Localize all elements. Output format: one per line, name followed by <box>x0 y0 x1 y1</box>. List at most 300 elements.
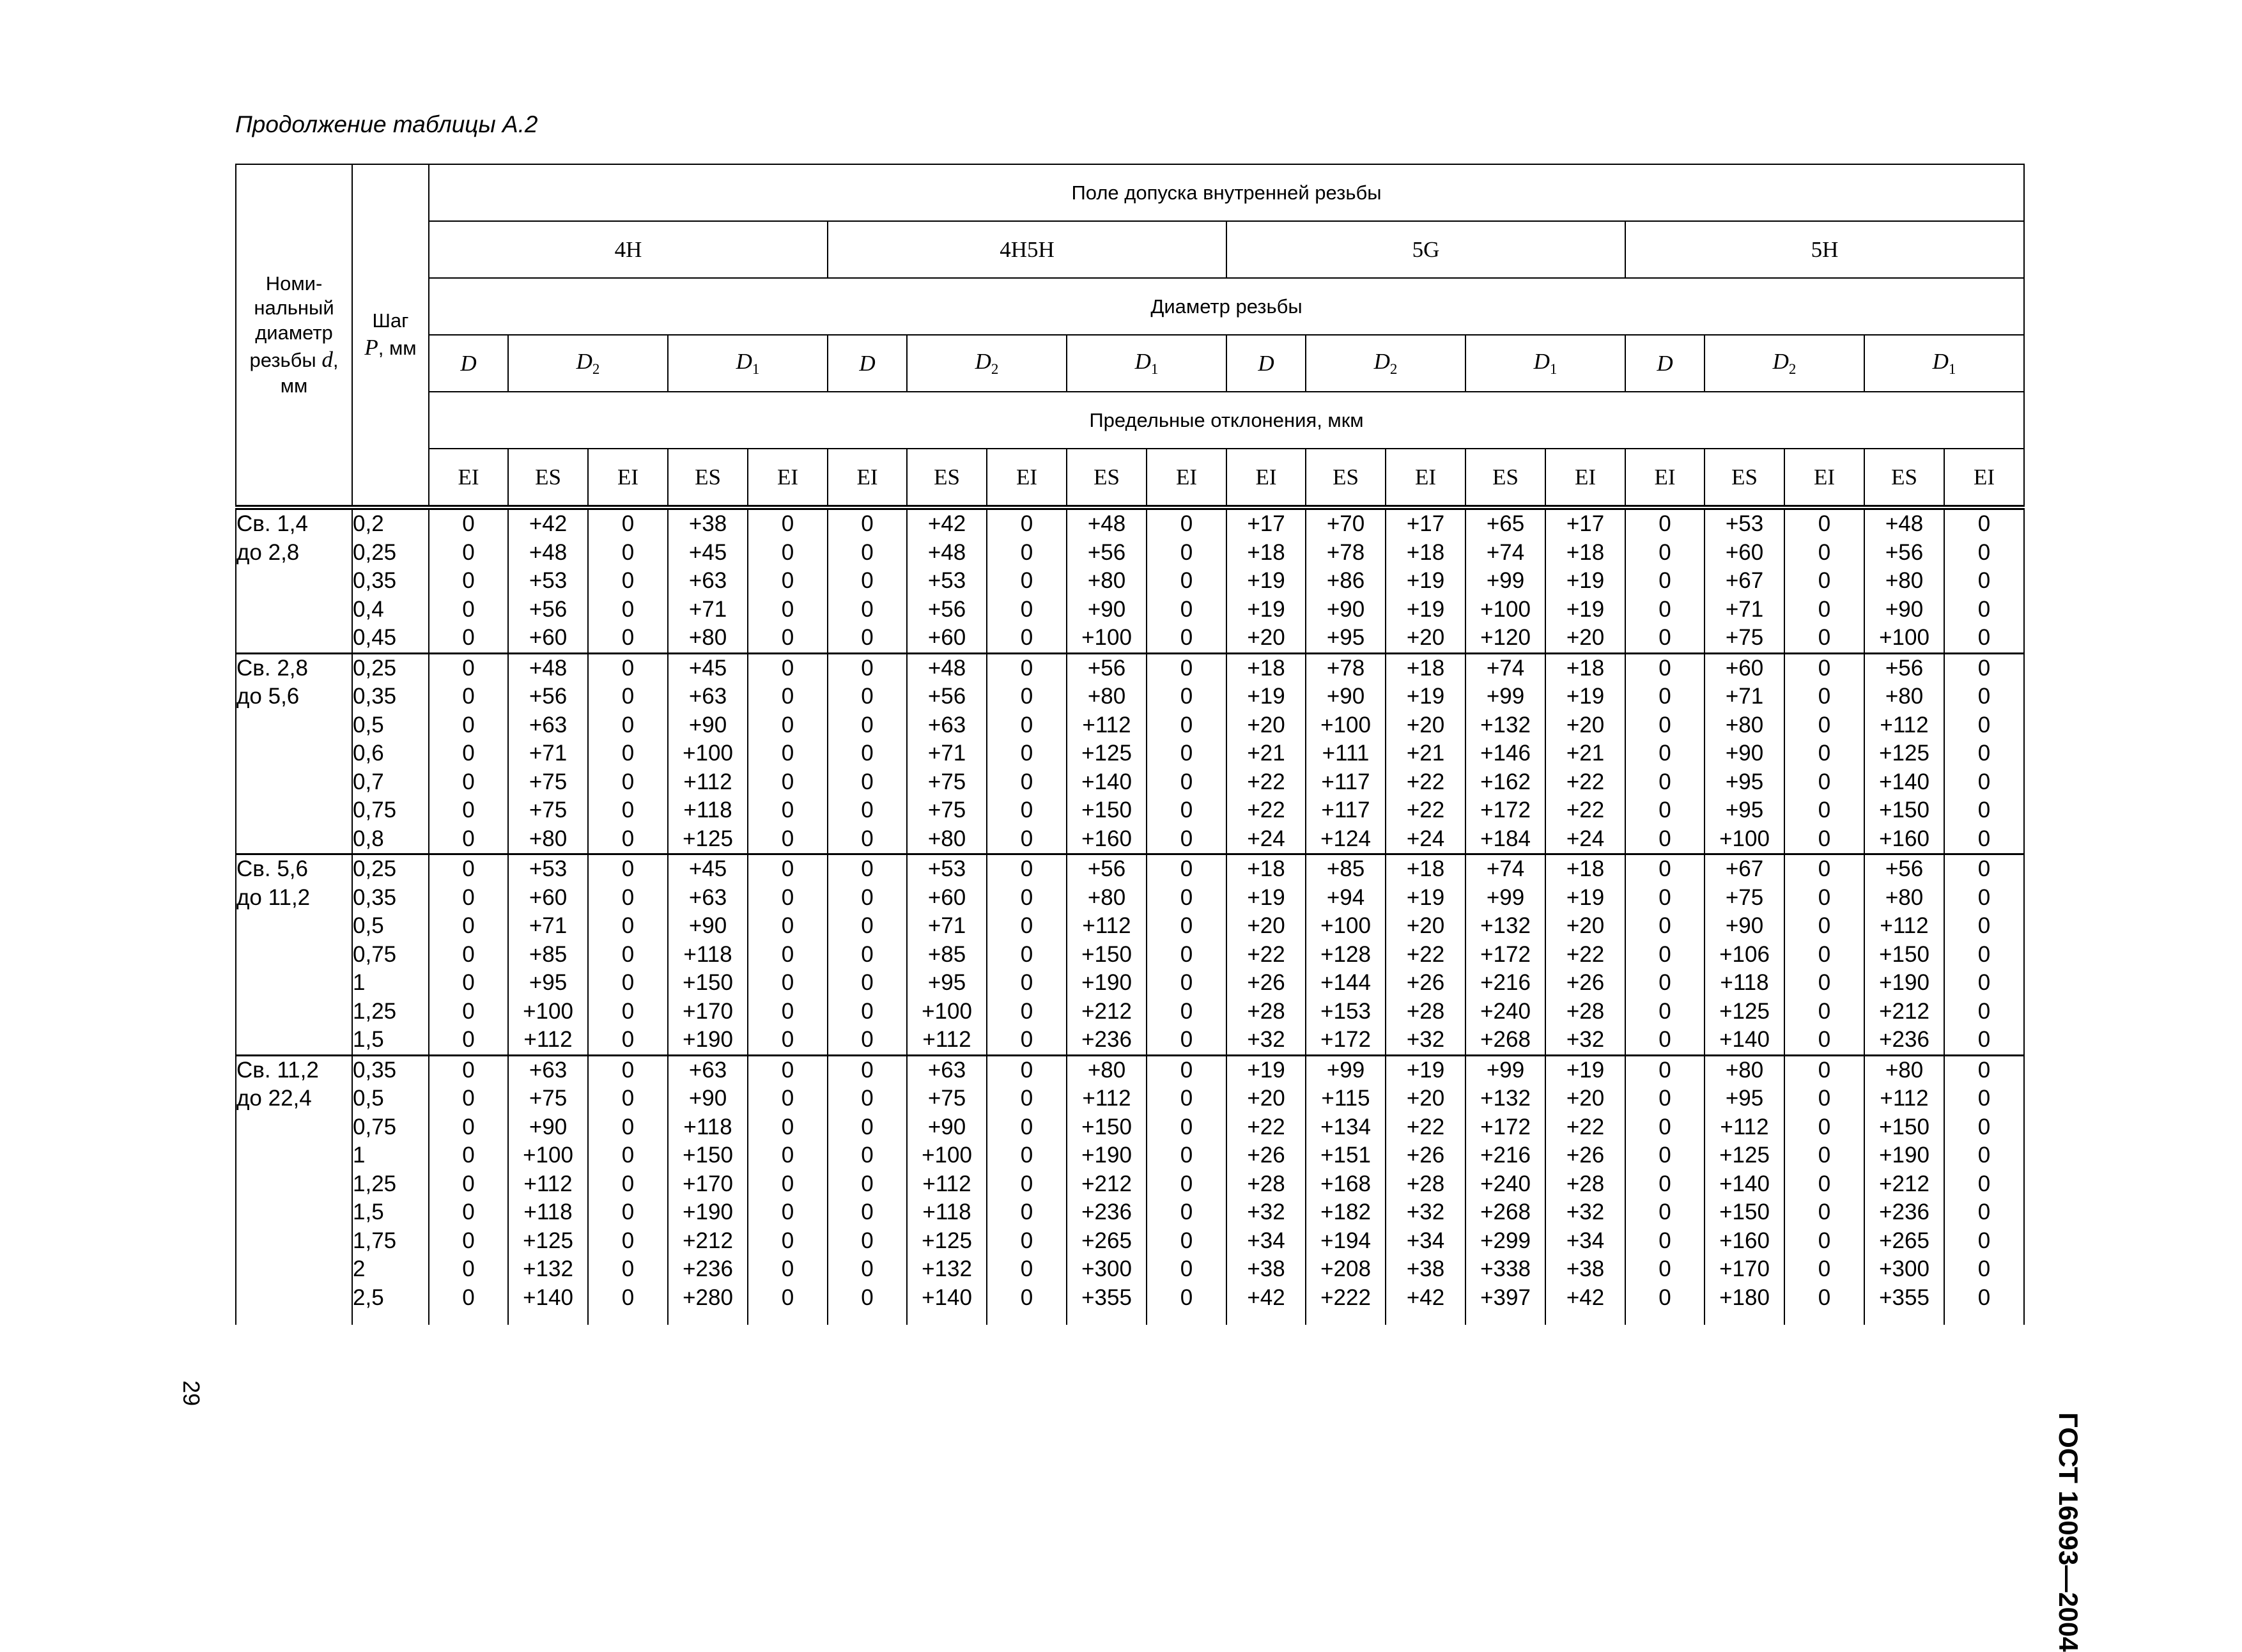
deviation-column <box>1864 653 1944 854</box>
deviation-value: +65 <box>1486 511 1525 536</box>
deviation-value: +20 <box>1247 712 1285 737</box>
deviation-column <box>1625 653 1705 854</box>
deviation-value: 0 <box>781 712 794 737</box>
deviation-value: 0 <box>1818 913 1831 938</box>
deviation-value: 0 <box>781 970 794 995</box>
pitch-value: 0,35 <box>353 568 397 593</box>
pitch-value: 0,75 <box>353 941 397 967</box>
deviation-value: +190 <box>683 1027 733 1052</box>
deviation-value: 0 <box>462 511 475 536</box>
nominal-tail: , <box>332 348 339 371</box>
deviation-value: +100 <box>1879 625 1929 650</box>
pitch-value: 0,25 <box>353 856 397 881</box>
deviation-value: +212 <box>683 1228 733 1253</box>
deviation-label: ES <box>1705 449 1784 507</box>
deviation-label: ES <box>508 449 588 507</box>
deviation-value: 0 <box>1180 913 1193 938</box>
deviation-value: 0 <box>1818 1228 1831 1253</box>
deviation-value: 0 <box>621 884 635 910</box>
deviation-value: +56 <box>927 684 966 709</box>
deviation-value: +112 <box>1880 712 1929 737</box>
deviation-value: +140 <box>1081 769 1132 794</box>
deviation-label: ES <box>1864 449 1944 507</box>
deviation-value: +128 <box>1320 941 1371 967</box>
deviation-value: 0 <box>1977 539 1991 565</box>
deviation-value: +17 <box>1566 511 1605 536</box>
deviation-value: +212 <box>1081 1171 1132 1196</box>
diameter-letter: D <box>1657 350 1673 376</box>
deviation-value: +80 <box>1087 884 1126 910</box>
deviation-value: +53 <box>927 856 966 881</box>
deviation-value: 0 <box>621 625 635 650</box>
deviation-column <box>1545 653 1625 854</box>
deviation-value: 0 <box>781 998 794 1024</box>
deviation-value: +100 <box>1719 826 1770 851</box>
deviation-value: +299 <box>1480 1228 1531 1253</box>
deviation-value: 0 <box>1658 1228 1671 1253</box>
deviation-value: +140 <box>1879 769 1929 794</box>
deviation-value: +17 <box>1406 511 1445 536</box>
standard-code: ГОСТ 16093—2004 <box>2053 1412 2084 1652</box>
deviation-value: +60 <box>529 625 568 650</box>
deviations-title: Предельные отклонения, мкм <box>429 392 2024 449</box>
deviation-value: 0 <box>781 625 794 650</box>
deviation-value: +26 <box>1406 970 1445 995</box>
diameter-letter: D <box>1258 350 1274 376</box>
deviation-column <box>1625 507 1705 653</box>
deviation-value: +100 <box>1320 712 1371 737</box>
deviation-column <box>1067 1055 1147 1325</box>
tolerance-field-4h5h: 4H5H <box>828 221 1226 278</box>
deviation-column <box>1386 1055 1465 1325</box>
pitch-value: 0,2 <box>353 511 384 536</box>
deviation-value: +182 <box>1320 1200 1371 1224</box>
deviation-value: +190 <box>1081 970 1132 995</box>
deviation-value: 0 <box>861 1285 874 1310</box>
pitch-value: 0,4 <box>353 596 384 622</box>
deviation-value: +21 <box>1406 741 1445 766</box>
deviation-value: 0 <box>1977 1114 1991 1139</box>
deviation-value: 0 <box>621 998 635 1024</box>
deviation-value: 0 <box>462 1228 475 1253</box>
deviation-value: 0 <box>1658 1057 1671 1083</box>
deviation-value: 0 <box>462 884 475 910</box>
diameter-title: Диаметр резьбы <box>429 278 2024 335</box>
deviation-label: EI <box>987 449 1067 507</box>
deviation-value: +150 <box>1879 798 1929 822</box>
deviation-value: 0 <box>1977 625 1991 650</box>
deviation-value: 0 <box>1818 596 1831 622</box>
deviation-value: +100 <box>523 998 573 1024</box>
deviation-value: 0 <box>1658 568 1671 593</box>
deviation-value: 0 <box>1977 741 1991 766</box>
deviation-column <box>508 507 588 653</box>
diameter-letter: D <box>1932 349 1949 374</box>
deviation-value: 0 <box>1818 798 1831 822</box>
deviation-value: 0 <box>781 655 794 681</box>
deviation-value: 0 <box>1020 1143 1033 1168</box>
deviation-column <box>1784 653 1864 854</box>
deviation-value: +53 <box>529 856 568 881</box>
deviation-value: +150 <box>1719 1200 1770 1224</box>
deviation-value: 0 <box>861 856 874 881</box>
deviation-value: +48 <box>927 655 966 681</box>
deviation-value: +74 <box>1486 856 1525 881</box>
deviation-value: +56 <box>529 684 568 709</box>
deviation-value: +22 <box>1566 798 1605 822</box>
deviation-value: 0 <box>1020 826 1033 851</box>
deviation-value: +20 <box>1247 1086 1285 1111</box>
deviation-value: 0 <box>1818 741 1831 766</box>
deviation-value: +20 <box>1566 625 1605 650</box>
deviation-value: 0 <box>861 1143 874 1168</box>
deviation-value: 0 <box>462 769 475 794</box>
deviation-value: 0 <box>1818 856 1831 881</box>
deviation-value: +236 <box>1081 1027 1132 1052</box>
deviation-value: 0 <box>462 826 475 851</box>
deviation-column <box>588 1055 668 1325</box>
deviation-column <box>1944 854 2024 1056</box>
deviation-value: +28 <box>1247 1171 1285 1196</box>
deviation-value: 0 <box>1020 712 1033 737</box>
deviation-value: +90 <box>1326 596 1365 622</box>
deviation-column <box>1784 854 1864 1056</box>
deviation-value: +118 <box>922 1200 971 1224</box>
deviation-value: 0 <box>1020 1171 1033 1196</box>
deviation-value: 0 <box>1020 913 1033 938</box>
deviation-value: +95 <box>1725 1086 1764 1111</box>
deviation-value: 0 <box>781 596 794 622</box>
deviation-value: +71 <box>688 596 727 622</box>
deviation-column <box>1226 507 1306 653</box>
diameter-d1 <box>1465 335 1625 392</box>
deviation-value: 0 <box>1658 913 1671 938</box>
diameter-letter: D <box>975 349 991 374</box>
deviation-label: EI <box>429 449 508 507</box>
deviation-value: 0 <box>1020 568 1033 593</box>
deviation-value: +21 <box>1566 741 1605 766</box>
deviation-value: +90 <box>1885 596 1924 622</box>
deviation-value: +71 <box>1725 684 1764 709</box>
deviation-value: 0 <box>1818 1027 1831 1052</box>
deviation-column <box>1784 507 1864 653</box>
deviation-value: 0 <box>861 1228 874 1253</box>
diameter-d <box>1226 335 1306 392</box>
deviation-value: 0 <box>1977 1086 1991 1111</box>
deviation-value: +90 <box>529 1114 568 1139</box>
deviation-value: +112 <box>922 1027 971 1052</box>
deviation-value: 0 <box>462 913 475 938</box>
deviation-label: EI <box>1784 449 1864 507</box>
deviation-value: +60 <box>1725 655 1764 681</box>
deviation-value: 0 <box>1658 769 1671 794</box>
deviation-value: +19 <box>1406 684 1445 709</box>
deviation-value: 0 <box>1658 970 1671 995</box>
deviation-column <box>1705 854 1784 1056</box>
deviation-value: +26 <box>1247 1143 1285 1168</box>
deviation-value: +18 <box>1247 539 1285 565</box>
deviation-value: 0 <box>1977 856 1991 881</box>
deviation-column <box>429 1055 508 1325</box>
deviation-column <box>1545 1055 1625 1325</box>
table-row <box>236 653 2024 854</box>
deviation-value: 0 <box>1658 625 1671 650</box>
deviation-value: +236 <box>1081 1200 1132 1224</box>
deviation-value: 0 <box>1977 1256 1991 1281</box>
deviation-column <box>588 653 668 854</box>
deviation-value: +90 <box>1725 741 1764 766</box>
deviation-value: 0 <box>1180 941 1193 967</box>
deviation-value: +28 <box>1247 998 1285 1024</box>
deviation-label: EI <box>1625 449 1705 507</box>
deviation-column <box>828 1055 907 1325</box>
deviation-value: 0 <box>1180 798 1193 822</box>
diameter-subscript: 1 <box>1150 361 1159 377</box>
pitch-value: 0,6 <box>353 741 384 766</box>
deviation-value: 0 <box>861 1057 874 1083</box>
deviation-value: 0 <box>1020 741 1033 766</box>
deviation-value: +265 <box>1081 1228 1132 1253</box>
deviation-value: 0 <box>861 798 874 822</box>
deviation-value: 0 <box>462 1143 475 1168</box>
deviation-value: 0 <box>781 856 794 881</box>
deviation-column <box>1226 854 1306 1056</box>
deviation-value: 0 <box>781 826 794 851</box>
deviation-column <box>1625 1055 1705 1325</box>
deviation-value: +19 <box>1566 1057 1605 1083</box>
deviation-value: +172 <box>1480 941 1531 967</box>
deviation-value: +184 <box>1480 826 1531 851</box>
deviation-value: 0 <box>621 1114 635 1139</box>
deviation-value: 0 <box>1818 712 1831 737</box>
nominal-unit: мм <box>280 374 308 397</box>
deviation-value: +90 <box>688 913 727 938</box>
range-line: Св. 2,8 <box>236 655 308 681</box>
deviation-value: 0 <box>1180 655 1193 681</box>
deviation-value: 0 <box>1818 684 1831 709</box>
deviation-value: +90 <box>927 1114 966 1139</box>
pitch-value: 2 <box>353 1256 366 1281</box>
deviation-value: +95 <box>1725 769 1764 794</box>
deviation-value: 0 <box>861 941 874 967</box>
deviation-value: +112 <box>523 1171 573 1196</box>
deviation-column <box>1067 854 1147 1056</box>
pitch-value: 1,5 <box>353 1027 384 1052</box>
deviation-value: +85 <box>1326 856 1365 881</box>
deviation-value: 0 <box>1180 596 1193 622</box>
deviation-value: +190 <box>1879 970 1929 995</box>
deviation-value: 0 <box>621 1285 635 1310</box>
deviation-value: +80 <box>1725 712 1764 737</box>
deviation-value: +22 <box>1406 798 1445 822</box>
deviation-value: +56 <box>1087 539 1126 565</box>
deviation-value: 0 <box>1658 539 1671 565</box>
deviation-value: 0 <box>1658 712 1671 737</box>
deviation-value: +222 <box>1320 1285 1371 1310</box>
deviation-value: +338 <box>1480 1256 1531 1281</box>
deviation-value: 0 <box>1977 1057 1991 1083</box>
deviation-value: 0 <box>621 1027 635 1052</box>
deviation-value: +80 <box>1885 684 1924 709</box>
deviation-value: +86 <box>1326 568 1365 593</box>
deviation-value: +112 <box>1720 1114 1769 1139</box>
deviation-value: 0 <box>1658 1027 1671 1052</box>
deviation-value: +80 <box>688 625 727 650</box>
deviation-value: +99 <box>1486 1057 1525 1083</box>
deviation-value: 0 <box>861 625 874 650</box>
pitch-value: 0,5 <box>353 913 384 938</box>
deviation-value: +240 <box>1480 998 1531 1024</box>
deviation-value: 0 <box>462 1200 475 1224</box>
deviation-value: 0 <box>861 1200 874 1224</box>
deviation-value: +22 <box>1247 798 1285 822</box>
deviation-value: 0 <box>781 1256 794 1281</box>
deviation-value: +115 <box>1321 1086 1370 1111</box>
deviation-value: 0 <box>621 596 635 622</box>
deviation-value: +60 <box>529 884 568 910</box>
deviation-value: +140 <box>1719 1027 1770 1052</box>
deviation-value: +99 <box>1486 568 1525 593</box>
deviation-column <box>429 653 508 854</box>
deviation-value: +172 <box>1480 798 1531 822</box>
deviation-value: +42 <box>1406 1285 1445 1310</box>
nominal-line: резьбы <box>249 348 322 371</box>
deviation-value: 0 <box>1977 1027 1991 1052</box>
deviation-value: 0 <box>1658 596 1671 622</box>
deviation-value: +99 <box>1326 1057 1365 1083</box>
deviation-value: +150 <box>1081 941 1132 967</box>
pitch-value: 1 <box>353 970 366 995</box>
deviation-value: +53 <box>1725 511 1764 536</box>
deviation-column <box>748 1055 828 1325</box>
diameter-d2 <box>907 335 1067 392</box>
deviation-value: +280 <box>683 1285 733 1310</box>
deviation-value: 0 <box>1977 1143 1991 1168</box>
diameter-d <box>429 335 508 392</box>
deviation-value: +112 <box>683 769 732 794</box>
deviation-value: +100 <box>922 1143 972 1168</box>
deviation-value: 0 <box>621 712 635 737</box>
deviation-value: 0 <box>1658 884 1671 910</box>
deviation-value: 0 <box>1020 998 1033 1024</box>
deviation-label: ES <box>668 449 748 507</box>
deviation-value: +22 <box>1566 941 1605 967</box>
deviation-value: +20 <box>1566 712 1605 737</box>
nominal-line: нальный <box>254 297 334 320</box>
deviation-column <box>907 1055 987 1325</box>
deviation-column <box>907 507 987 653</box>
deviation-value: 0 <box>1818 826 1831 851</box>
deviation-value: +112 <box>1880 913 1929 938</box>
nominal-diameter-header <box>236 164 352 507</box>
deviation-value: 0 <box>1020 1057 1033 1083</box>
pitch-value: 0,25 <box>353 539 397 565</box>
range-line: до 22,4 <box>236 1086 312 1111</box>
deviation-value: +19 <box>1406 596 1445 622</box>
deviation-column <box>1226 653 1306 854</box>
pitch-value: 2,5 <box>353 1285 384 1310</box>
deviation-value: +150 <box>683 970 733 995</box>
deviation-value: +19 <box>1406 884 1445 910</box>
deviation-value: 0 <box>1020 1200 1033 1224</box>
tolerance-field-5g: 5G <box>1226 221 1625 278</box>
deviation-value: +170 <box>1719 1256 1770 1281</box>
deviation-value: 0 <box>1020 970 1033 995</box>
deviation-value: +48 <box>1885 511 1924 536</box>
deviation-value: +95 <box>1326 625 1365 650</box>
deviation-column <box>1545 854 1625 1056</box>
deviation-value: 0 <box>1658 1143 1671 1168</box>
deviation-value: 0 <box>1818 539 1831 565</box>
deviation-value: +95 <box>1725 798 1764 822</box>
deviation-value: +236 <box>1879 1027 1929 1052</box>
deviation-value: +28 <box>1566 1171 1605 1196</box>
deviation-value: +150 <box>1081 798 1132 822</box>
deviation-column <box>1147 1055 1226 1325</box>
deviation-value: +236 <box>1879 1200 1929 1224</box>
deviation-value: 0 <box>1977 1200 1991 1224</box>
deviation-value: +150 <box>1879 941 1929 967</box>
deviation-value: +151 <box>1320 1143 1371 1168</box>
deviation-value: +132 <box>523 1256 573 1281</box>
deviation-value: +99 <box>1486 884 1525 910</box>
deviation-value: +38 <box>1566 1256 1605 1281</box>
deviation-value: +63 <box>529 712 568 737</box>
deviation-value: +90 <box>688 712 727 737</box>
deviation-value: 0 <box>1658 1200 1671 1224</box>
deviation-column <box>1944 507 2024 653</box>
deviation-value: +75 <box>529 1086 568 1111</box>
deviation-value: +111 <box>1322 741 1370 766</box>
deviation-value: +120 <box>1480 625 1531 650</box>
deviation-value: 0 <box>1977 1228 1991 1253</box>
diameter-range <box>236 1055 352 1325</box>
deviation-column <box>1784 1055 1864 1325</box>
deviation-value: +48 <box>927 539 966 565</box>
diameter-letter: D <box>736 349 752 374</box>
deviation-value: 0 <box>1818 970 1831 995</box>
pitch-value: 1,25 <box>353 998 397 1024</box>
deviation-value: +100 <box>1480 596 1531 622</box>
pitch-value: 0,75 <box>353 1114 397 1139</box>
deviation-value: +146 <box>1480 741 1531 766</box>
deviation-value: +212 <box>1879 998 1929 1024</box>
deviation-value: +56 <box>529 596 568 622</box>
deviation-value: +22 <box>1406 1114 1445 1139</box>
pitch-value: 1,5 <box>353 1200 384 1224</box>
deviation-value: 0 <box>1180 1171 1193 1196</box>
pitch-value: 0,5 <box>353 1086 384 1111</box>
deviation-value: 0 <box>462 741 475 766</box>
deviation-value: +265 <box>1879 1228 1929 1253</box>
pitch-value: 0,35 <box>353 684 397 709</box>
deviation-value: +90 <box>1087 596 1126 622</box>
deviation-value: +216 <box>1480 1143 1531 1168</box>
deviation-value: +28 <box>1406 998 1445 1024</box>
diameter-d <box>1625 335 1705 392</box>
deviation-column <box>1386 854 1465 1056</box>
deviation-value: +124 <box>1320 826 1371 851</box>
pitch-values <box>352 653 429 854</box>
deviation-value: +117 <box>1321 769 1370 794</box>
deviation-value: +24 <box>1406 826 1445 851</box>
deviation-column <box>1705 653 1784 854</box>
deviation-value: +75 <box>1725 884 1764 910</box>
deviation-value: 0 <box>1658 941 1671 967</box>
deviation-value: +80 <box>529 826 568 851</box>
deviation-column <box>1067 507 1147 653</box>
deviation-value: 0 <box>1818 1114 1831 1139</box>
